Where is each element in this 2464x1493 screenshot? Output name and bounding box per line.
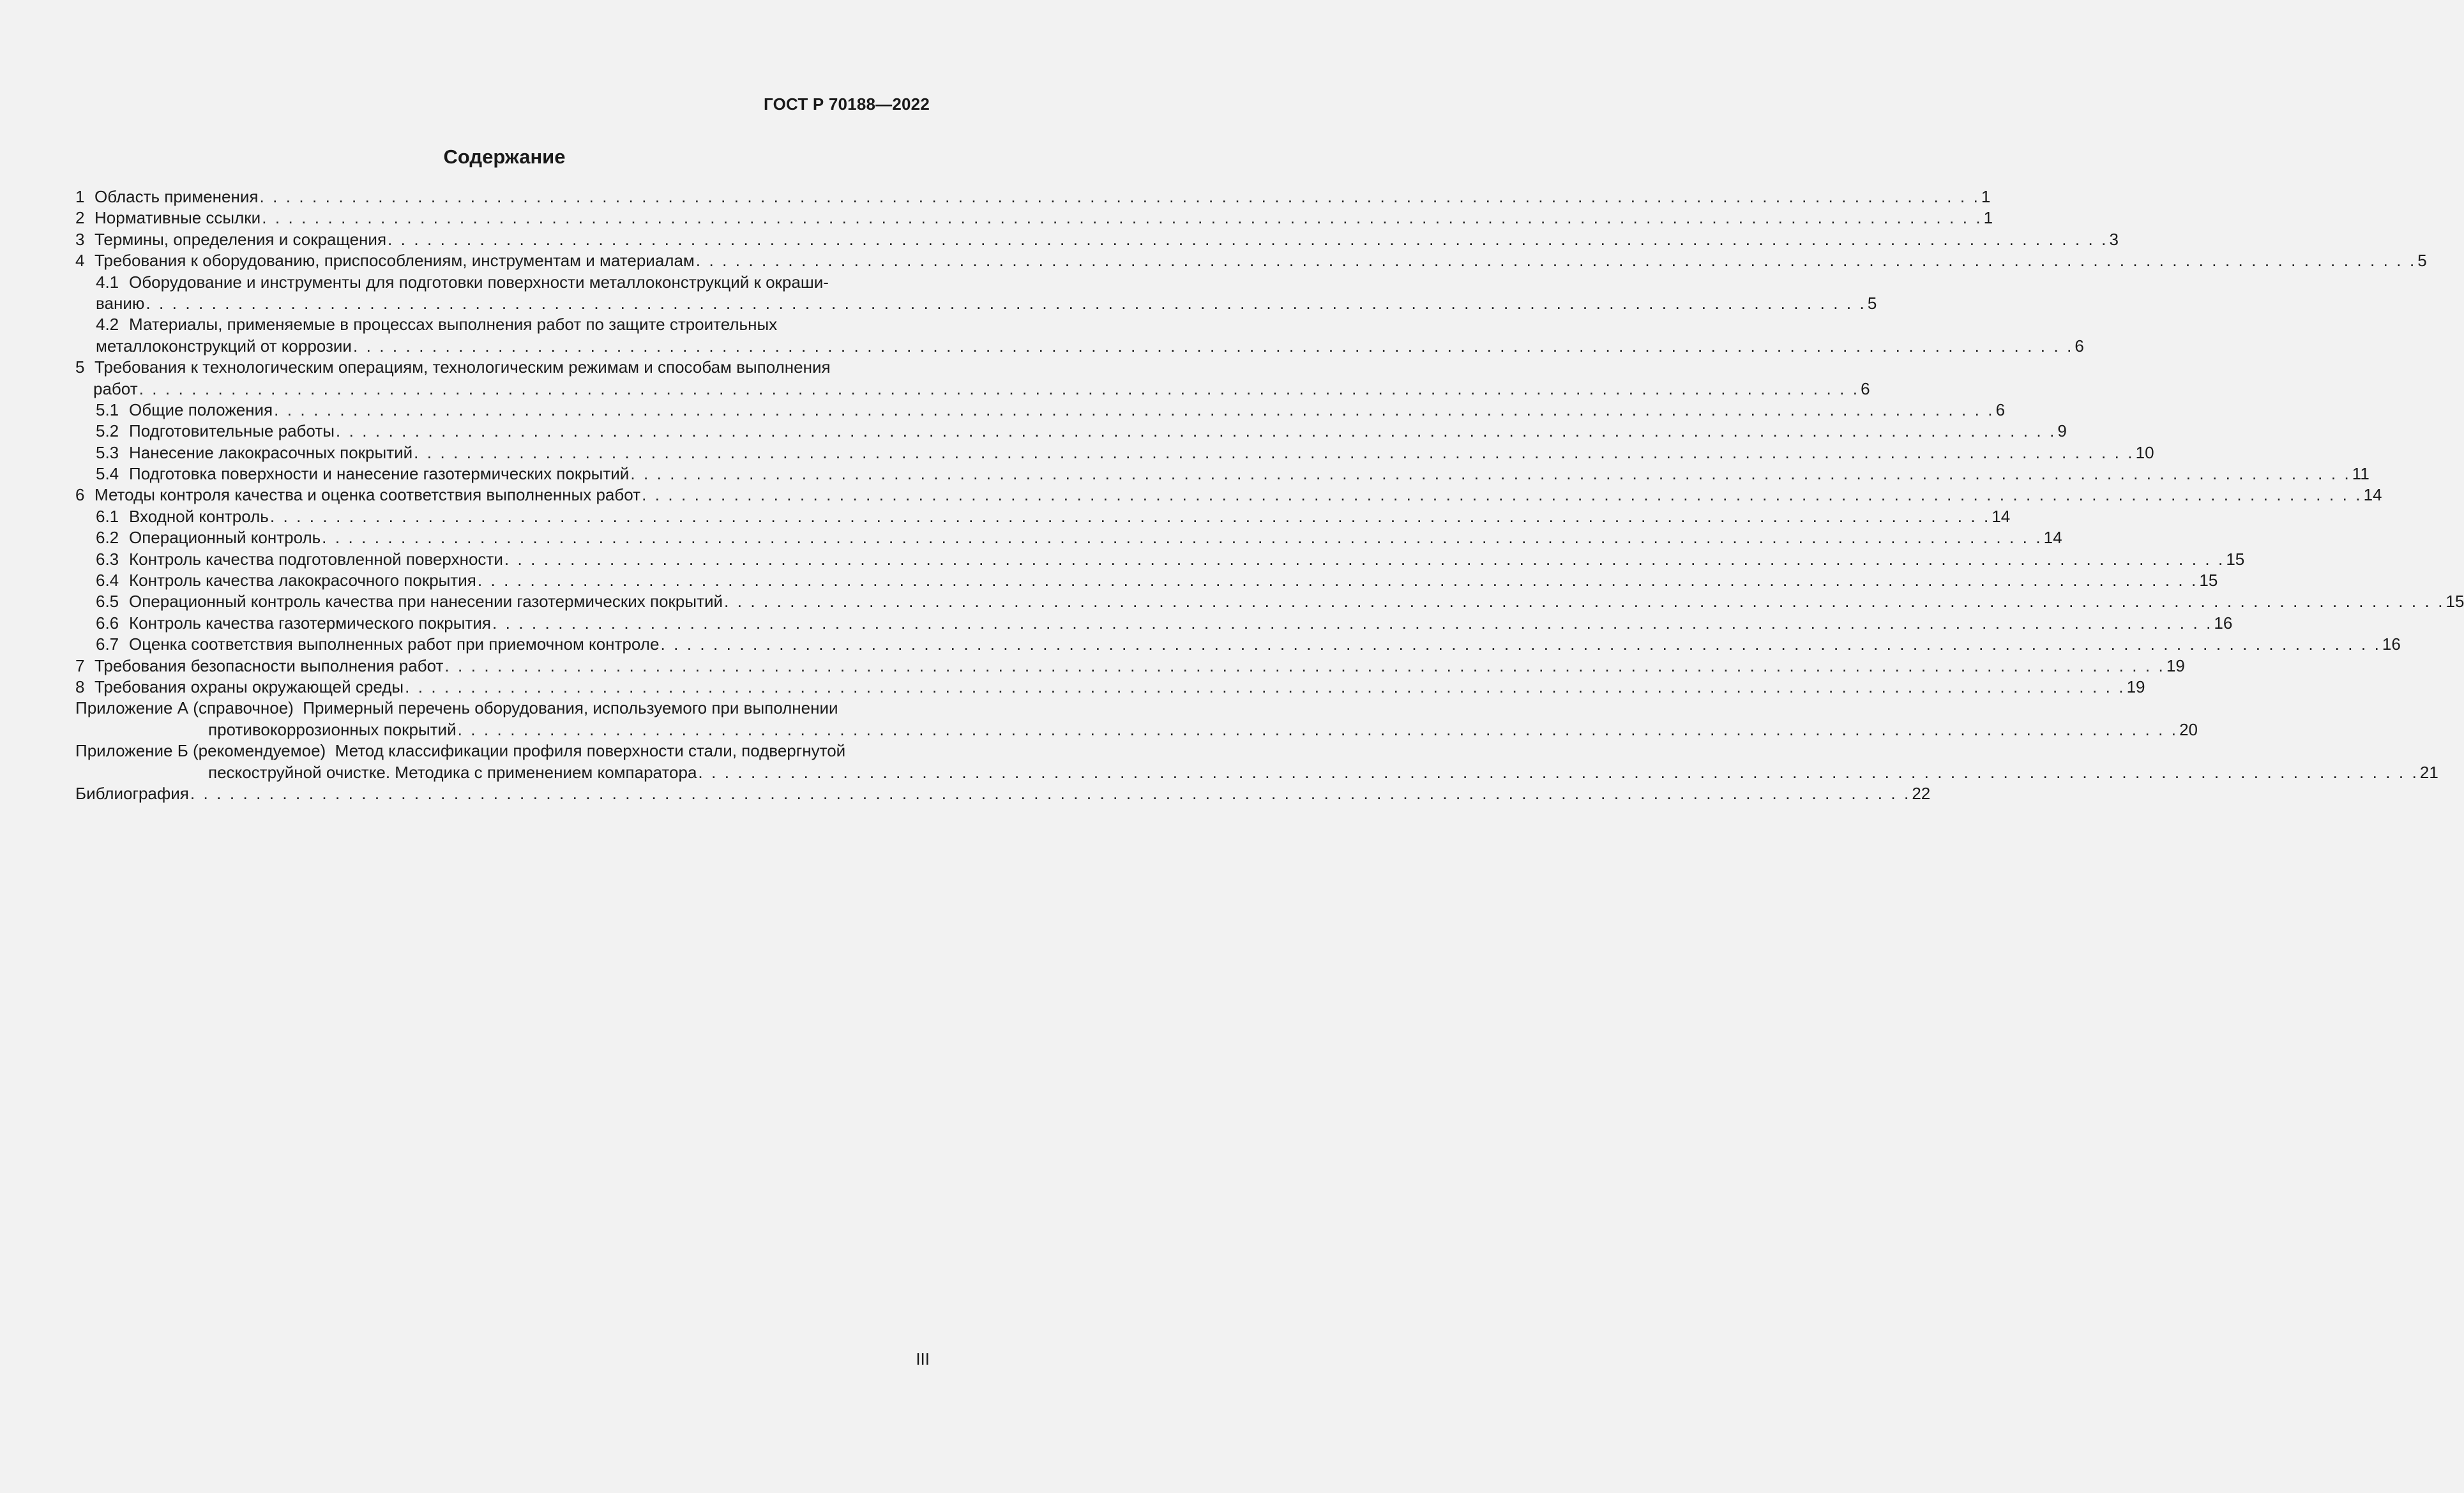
toc-entry-bibliography[interactable]: [75, 783, 1931, 804]
toc-entry-5-3[interactable]: [75, 442, 2154, 463]
toc-entry-label: Контроль качества подготовленной поверхности: [129, 549, 503, 569]
toc-entry-2[interactable]: [75, 207, 1993, 229]
toc-entry-5-2[interactable]: [75, 421, 2067, 442]
toc-entry-number: 6.1: [96, 506, 119, 526]
toc-entry-page: 20: [2179, 719, 2198, 739]
document-id: ГОСТ Р 70188—2022: [764, 94, 930, 114]
toc-entry-page: 19: [2166, 656, 2185, 675]
toc-entry-number: 6.4: [96, 571, 119, 590]
toc-leader-dots: [258, 186, 1979, 207]
toc-entry-page: 1: [1983, 208, 1993, 228]
toc-entry-page: 15: [2226, 549, 2245, 569]
toc-entry-number: 8: [75, 677, 85, 696]
toc-entry-label: Библиография: [75, 783, 189, 803]
toc-leader-dots: [261, 207, 1982, 229]
toc-entry-page: 19: [2126, 677, 2145, 696]
toc-entry-appendix-a[interactable]: [75, 698, 930, 719]
toc-leader-dots: [491, 613, 2212, 634]
toc-entry-4-1-cont[interactable]: [75, 293, 1877, 314]
toc-entry-label: Оборудование и инструменты для подготовки поверхности металлоконструкций к окраши-: [129, 272, 829, 292]
toc-entry-number: 6.5: [96, 592, 119, 611]
toc-entry-label: Требования к оборудованию, приспособлениям, инструментам и материалам: [94, 251, 695, 271]
toc-leader-dots: [503, 549, 2225, 570]
toc-entry-number: 5.2: [96, 421, 119, 441]
toc-entry-page: 15: [2445, 592, 2464, 611]
toc-leader-dots: [697, 762, 2418, 783]
toc-entry-number: 6.3: [96, 549, 119, 569]
toc-entry-page: 6: [1995, 400, 2006, 419]
toc-entry-page: 5: [1867, 293, 1877, 313]
toc-entry-4-2[interactable]: [75, 314, 930, 335]
toc-entry-6-2[interactable]: [75, 527, 2062, 548]
toc-entry-5-cont[interactable]: [75, 379, 1870, 400]
toc-entry-label-cont: работ: [93, 379, 138, 398]
toc-entry-label: Требования безопасности выполнения работ: [94, 656, 444, 675]
toc-entry-label: Общие положения: [129, 400, 273, 419]
toc-entry-label: Оценка соответствия выполненных работ при приемочном контроле: [129, 634, 660, 654]
toc-entry-6-3[interactable]: [75, 549, 2245, 570]
toc-leader-dots: [189, 783, 1910, 804]
toc-entry-label: Операционный контроль качества при нанесении газотермических покрытий: [129, 592, 723, 611]
toc-entry-page: 6: [2075, 336, 2084, 356]
toc-entry-number: 6.7: [96, 634, 119, 654]
toc-entry-label: Методы контроля качества и оценка соответствия выполненных работ: [94, 485, 641, 505]
toc-entry-label: Область применения: [94, 187, 259, 206]
toc-entry-number: 6.6: [96, 613, 119, 633]
toc-entry-label-cont: противокоррозионных покрытий: [208, 719, 457, 739]
toc-entry-label-cont: металлоконструкций от коррозии: [96, 336, 352, 356]
toc-entry-label: Требования охраны окружающей среды: [94, 677, 404, 696]
toc-title: Содержание: [443, 146, 566, 168]
toc-entry-number: 4: [75, 251, 85, 271]
toc-entry-number: 5.4: [96, 464, 119, 484]
toc-entry-6-6[interactable]: [75, 613, 2233, 634]
toc-leader-dots: [273, 400, 1994, 421]
toc-leader-dots: [443, 656, 2165, 677]
toc-entry-number: 1: [75, 187, 85, 206]
toc-leader-dots: [269, 506, 1990, 527]
toc-entry-5-1[interactable]: [75, 400, 2006, 421]
toc-entry-page: 9: [2057, 421, 2067, 441]
toc-entry-page: 16: [2382, 634, 2401, 654]
toc-entry-number: 3: [75, 229, 85, 249]
toc-leader-dots: [640, 484, 2362, 506]
toc-entry-label: Приложение Б (рекомендуемое) Метод классификации профиля поверхности стали, подвергнутой: [75, 741, 846, 761]
toc-leader-dots: [144, 293, 1866, 314]
toc-entry-number: 5: [75, 357, 85, 377]
toc-entry-1[interactable]: [75, 186, 1991, 207]
toc-entry-label: Контроль качества газотермического покрытия: [129, 613, 491, 633]
toc-entry-3[interactable]: [75, 229, 2119, 250]
toc-entry-label: Нормативные ссылки: [94, 208, 261, 228]
toc-entry-label: Требования к технологическим операциям, технологическим режимам и способам выполнения: [94, 357, 831, 377]
page-number: III: [916, 1349, 930, 1369]
toc-entry-page: 15: [2199, 571, 2218, 590]
toc-entry-number: 7: [75, 656, 85, 675]
toc-entry-4-1[interactable]: [75, 272, 930, 293]
toc-leader-dots: [138, 379, 1859, 400]
toc-entry-label: Подготовительные работы: [129, 421, 335, 441]
toc-entry-4[interactable]: [75, 250, 2427, 271]
toc-entry-number: 6.2: [96, 528, 119, 548]
toc-entry-page: 5: [2417, 251, 2427, 271]
toc-leader-dots: [476, 570, 2198, 591]
toc-leader-dots: [335, 421, 2056, 442]
toc-entry-number: 5.3: [96, 442, 119, 462]
toc-entry-6[interactable]: [75, 484, 2382, 506]
toc-entry-page: 22: [1912, 783, 1931, 803]
toc-entry-page: 3: [2109, 229, 2119, 249]
toc-leader-dots: [457, 719, 2178, 740]
toc-entry-5-4[interactable]: [75, 463, 2370, 484]
toc-leader-dots: [629, 463, 2350, 484]
toc-entry-5[interactable]: [75, 357, 930, 378]
toc-entry-page: 1: [1981, 187, 1991, 206]
toc-entry-appendix-a-cont[interactable]: [75, 719, 2198, 740]
toc-entry-page: 14: [2043, 528, 2062, 548]
table-of-contents: [75, 186, 2464, 804]
toc-entry-label-cont: ванию: [96, 293, 145, 313]
toc-entry-number: 4.1: [96, 272, 119, 292]
toc-entry-appendix-b[interactable]: [75, 740, 930, 762]
toc-leader-dots: [386, 229, 2108, 250]
toc-entry-label: Контроль качества лакокрасочного покрытия: [129, 571, 476, 590]
toc-entry-label: Подготовка поверхности и нанесение газотермических покрытий: [129, 464, 630, 484]
toc-entry-label-cont: пескоструйной очистке. Методика с применением компаратора: [208, 762, 697, 782]
toc-entry-page: 14: [1992, 506, 2011, 526]
toc-leader-dots: [404, 677, 2125, 698]
toc-entry-7[interactable]: [75, 656, 2185, 677]
toc-leader-dots: [321, 527, 2042, 548]
toc-entry-4-2-cont[interactable]: [75, 336, 2084, 357]
toc-entry-page: 16: [2214, 613, 2233, 633]
toc-entry-6-4[interactable]: [75, 570, 2218, 591]
toc-entry-label: Термины, определения и сокращения: [94, 229, 387, 249]
toc-entry-page: 14: [2363, 485, 2382, 505]
toc-entry-page: 21: [2419, 762, 2438, 782]
toc-leader-dots: [352, 336, 2073, 357]
toc-entry-6-7[interactable]: [75, 634, 2401, 655]
toc-entry-label: Операционный контроль: [129, 528, 321, 548]
toc-entry-label: Материалы, применяемые в процессах выполнения работ по защите строительных: [129, 315, 778, 334]
toc-entry-page: 10: [2135, 442, 2154, 462]
toc-entry-8[interactable]: [75, 677, 2145, 698]
toc-entry-appendix-b-cont[interactable]: [75, 762, 2438, 783]
toc-entry-number: 2: [75, 208, 85, 228]
toc-entry-number: 6: [75, 485, 85, 505]
toc-entry-number: 5.1: [96, 400, 119, 419]
toc-leader-dots: [659, 634, 2380, 655]
toc-entry-6-1[interactable]: [75, 506, 2011, 527]
toc-entry-page: 6: [1861, 379, 1870, 398]
toc-leader-dots: [695, 250, 2416, 271]
toc-entry-label: Нанесение лакокрасочных покрытий: [129, 442, 413, 462]
toc-leader-dots: [412, 442, 2134, 463]
toc-leader-dots: [723, 591, 2444, 612]
toc-entry-label: Приложение А (справочное) Примерный перечень оборудования, используемого при выполнении: [75, 698, 838, 718]
toc-entry-6-5[interactable]: [75, 591, 2464, 612]
toc-entry-number: 4.2: [96, 315, 119, 334]
toc-entry-page: 11: [2352, 464, 2370, 484]
toc-entry-label: Входной контроль: [129, 506, 269, 526]
